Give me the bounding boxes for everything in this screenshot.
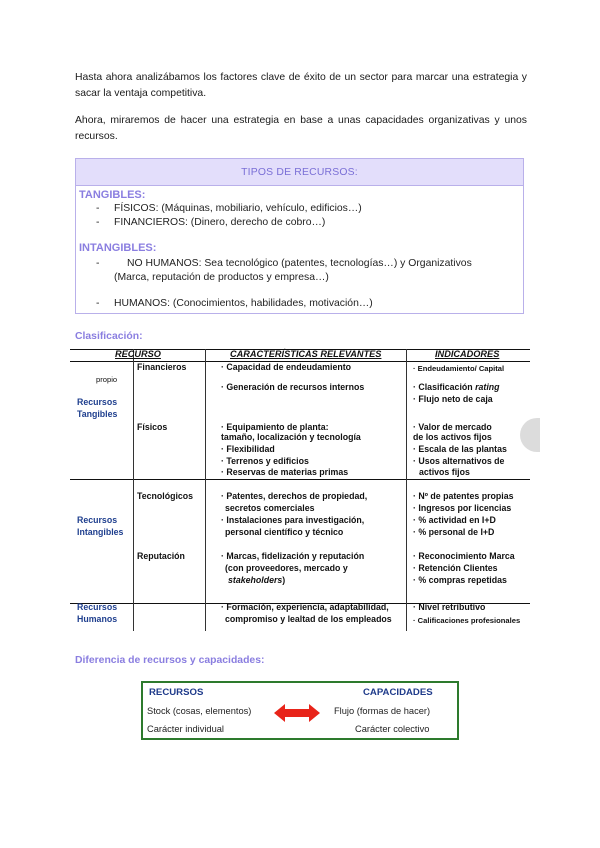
row-financieros-name: Financieros <box>137 362 187 372</box>
tecnologicos-caracteristica-2: secretos comerciales <box>225 503 315 513</box>
row-fisicos-name: Físicos <box>137 422 168 432</box>
fisicos-caracteristica-3: · Flexibilidad <box>221 444 275 454</box>
reputacion-close-paren: ) <box>282 575 286 585</box>
tipos-recursos-box <box>75 158 524 314</box>
tecnologicos-indicador-3: · % actividad en I+D <box>413 515 496 525</box>
no-humanos-line-1: NO HUMANOS: Sea tecnológico (patentes, tecnologías…) y Organizativos <box>127 258 472 269</box>
recursos-intangibles-l1: Recursos <box>77 515 118 525</box>
header-caracteristicas: CARACTERÍSTICAS RELEVANTES <box>230 349 382 359</box>
tangible-item-financieros-text: FINANCIEROS: (Dinero, derecho de cobro…) <box>114 217 326 228</box>
row-reputacion-name: Reputación <box>137 551 185 561</box>
tecnologicos-caracteristica-1: · Patentes, derechos de propiedad, <box>221 491 368 501</box>
recursos-stock: Stock (cosas, elementos) <box>147 706 252 716</box>
intangible-item-humanos: - HUMANOS: (Conocimientos, habilidades, motivación…) <box>96 298 373 309</box>
table-col-rule-3 <box>406 349 407 631</box>
fisicos-caracteristica-4: · Terrenos y edificios <box>221 456 309 466</box>
tangibles-label: TANGIBLES: <box>79 189 146 201</box>
recursos-humanos-l1: Recursos <box>77 602 118 612</box>
tecnologicos-indicador-4: · % personal de I+D <box>413 527 495 537</box>
financieros-indicador-2-text: · Clasificación <box>413 382 476 392</box>
intro-paragraph-1: Hasta ahora analizábamos los factores clave de éxito de un sector para marcar una estrategia y sacar la ventaja competitiva. <box>75 72 527 99</box>
recursos-intangibles-l2: Intangibles <box>77 527 124 537</box>
recursos-tangibles-l1: Recursos <box>77 397 118 407</box>
reputacion-caracteristica-1: · Marcas, fidelización y reputación <box>221 551 365 561</box>
fisicos-caracteristica-5: · Reservas de materias primas <box>221 467 349 477</box>
diferencia-title: Diferencia de recursos y capacidades: <box>75 655 265 666</box>
financieros-indicador-3: · Flujo neto de caja <box>413 394 493 404</box>
intro-paragraph-2: Ahora, miraremos de hacer una estrategia en base a unas capacidades organizativas y unos recursos. <box>75 115 527 142</box>
recursos-header: RECURSOS <box>149 687 204 698</box>
reputacion-indicador-1: · Reconocimiento Marca <box>413 551 515 561</box>
header-recurso: RECURSO <box>115 349 161 359</box>
tangible-item-fisicos-text: FÍSICOS: (Máquinas, mobiliario, vehículo, edificios…) <box>114 203 362 214</box>
intangibles-label: INTANGIBLES: <box>79 242 157 254</box>
humanos-caracteristica-1: · Formación, experiencia, adaptabilidad, <box>221 602 389 612</box>
humanos-indicador-2: · Calificaciones profesionales <box>413 616 521 625</box>
tecnologicos-indicador-2: · Ingresos por licencias <box>413 503 512 513</box>
header-indicadores: INDICADORES <box>435 349 500 359</box>
double-arrow-icon <box>274 704 320 722</box>
reputacion-caracteristica-3 <box>228 575 285 586</box>
financieros-caracteristica-2: · Generación de recursos internos <box>221 382 365 392</box>
reputacion-caracteristica-2: (con proveedores, mercado y <box>225 563 348 573</box>
no-humanos-line-2: (Marca, reputación de productos y empresa…) <box>114 272 329 283</box>
tangible-item-financieros: - FINANCIEROS: (Dinero, derecho de cobro…) <box>96 217 326 228</box>
reputacion-indicador-3: · % compras repetidas <box>413 575 507 585</box>
capacidades-colectivo: Carácter colectivo <box>355 724 430 734</box>
recursos-humanos-l2: Humanos <box>77 614 118 624</box>
propio-label: propio <box>96 375 118 384</box>
fisicos-caracteristica-1: · Equipamiento de planta: <box>221 422 329 432</box>
humanos-text: HUMANOS: (Conocimientos, habilidades, motivación…) <box>114 298 373 309</box>
financieros-caracteristica-1: · Capacidad de endeudamiento <box>221 362 352 372</box>
reputacion-indicador-2: · Retención Clientes <box>413 563 498 573</box>
reputacion-stakeholders: stakeholders <box>228 575 283 585</box>
humanos-indicador-1: · Nivel retributivo <box>413 602 486 612</box>
table-rule-tangibles <box>70 479 530 480</box>
tecnologicos-caracteristica-3: · Instalaciones para investigación, <box>221 515 365 525</box>
capacidades-header: CAPACIDADES <box>363 687 433 698</box>
fisicos-indicador-2: de los activos fijos <box>413 432 492 442</box>
tangible-item-fisicos: - FÍSICOS: (Máquinas, mobiliario, vehículo, edificios…) <box>96 203 362 214</box>
clasificacion-table <box>70 346 530 632</box>
capacidades-flujo: Flujo (formas de hacer) <box>334 706 431 716</box>
fisicos-indicador-5: activos fijos <box>419 467 470 477</box>
table-col-rule-2 <box>205 349 206 631</box>
financieros-indicador-2 <box>413 382 500 393</box>
intangible-item-no-humanos: - NO HUMANOS: Sea tecnológico (patentes, tecnologías…) y Organizativos (Marca, reputación de productos y empresa…) <box>96 258 472 283</box>
financieros-indicador-1: · Endeudamiento/ Capital <box>413 364 505 373</box>
fisicos-caracteristica-2: tamaño, localización y tecnología <box>221 432 361 442</box>
tipos-recursos-header: TIPOS DE RECURSOS: <box>76 159 523 186</box>
row-tecnologicos-name: Tecnológicos <box>137 491 194 501</box>
tecnologicos-indicador-1: · Nº de patentes propias <box>413 491 514 501</box>
double-arrow-shape <box>274 704 320 722</box>
fisicos-indicador-4: · Usos alternativos de <box>413 456 505 466</box>
clasificacion-title: Clasificación: <box>75 331 143 342</box>
table-col-rule-1 <box>133 349 134 631</box>
financieros-indicador-2-rating: rating <box>475 382 500 392</box>
recursos-capacidades-box <box>141 681 459 740</box>
humanos-caracteristica-2: compromiso y lealtad de los empleados <box>225 614 392 624</box>
tecnologicos-caracteristica-4: personal científico y técnico <box>225 527 344 537</box>
recursos-individual: Carácter individual <box>147 724 224 734</box>
fisicos-indicador-1: · Valor de mercado <box>413 422 492 432</box>
recursos-tangibles-l2: Tangibles <box>77 409 118 419</box>
fisicos-indicador-3: · Escala de las plantas <box>413 444 507 454</box>
